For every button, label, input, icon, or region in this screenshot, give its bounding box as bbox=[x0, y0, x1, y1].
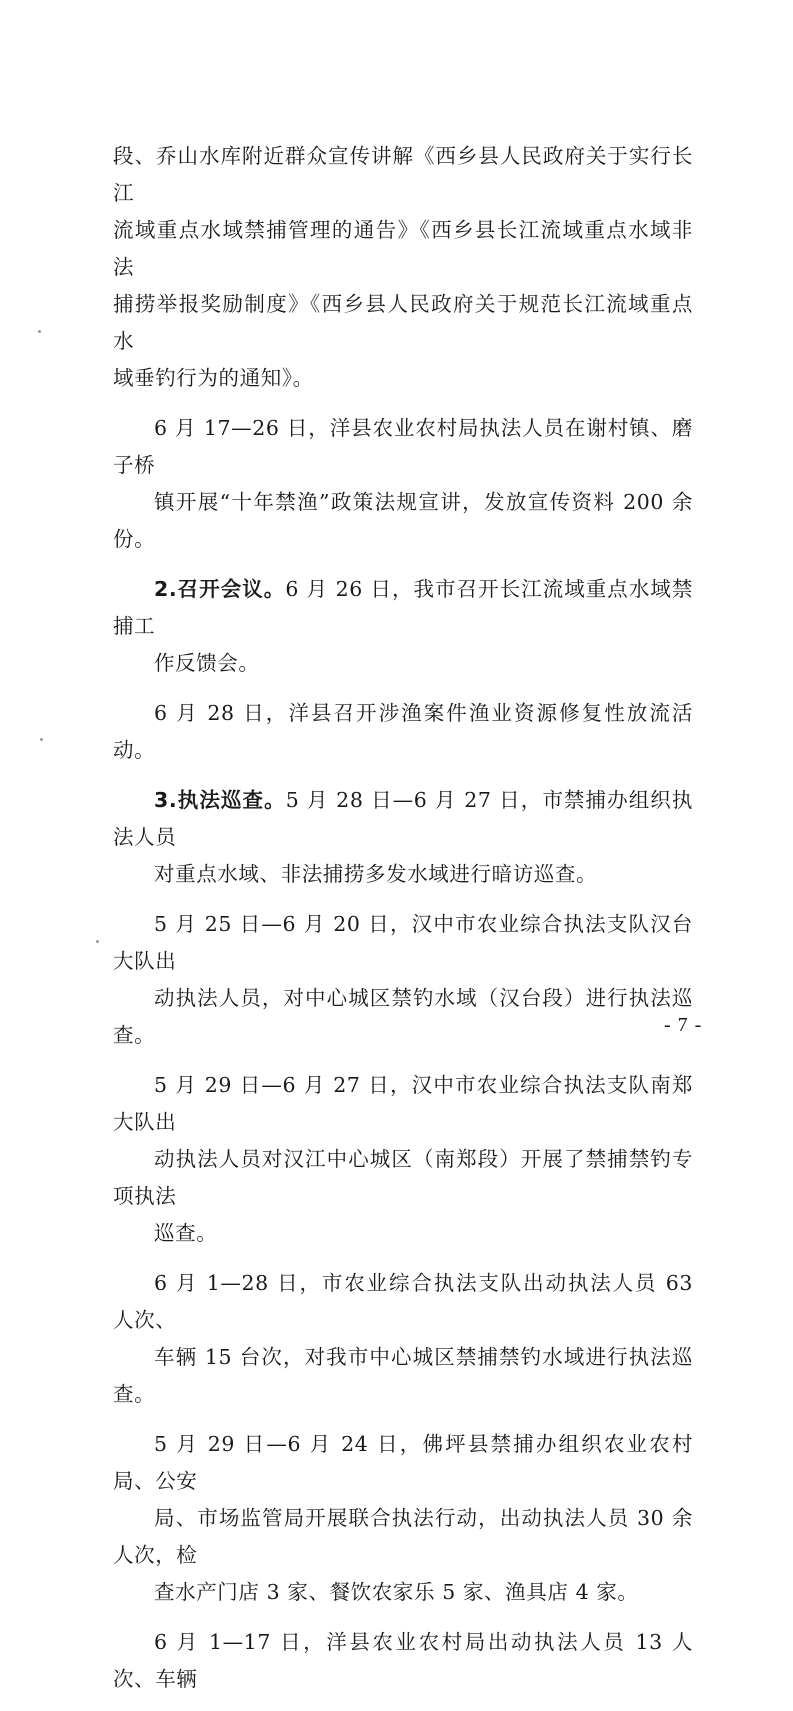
scan-speck bbox=[96, 940, 99, 943]
text-line: 局、市场监管局开展联合执法行动，出动执法人员 30 余人次，检 bbox=[113, 1506, 693, 1567]
text-line: 巡查。 bbox=[154, 1221, 218, 1245]
scan-speck bbox=[38, 330, 41, 333]
paragraph-publicity-xixiang bbox=[113, 138, 693, 397]
text-line: 镇开展“十年禁渔”政策法规宣讲，发放宣传资料 200 余份。 bbox=[113, 490, 693, 551]
text-line: 车辆 15 台次，对我市中心城区禁捕禁钓水域进行执法巡查。 bbox=[113, 1345, 693, 1406]
paragraph-foping-joint-action bbox=[113, 1426, 693, 1611]
text-line: 5 月 25 日—6 月 20 日，汉中市农业综合执法支队汉台大队出 bbox=[113, 912, 693, 973]
text-line: 6 月 1—28 日，市农业综合执法支队出动执法人员 63 人次、 bbox=[113, 1271, 693, 1332]
text-run: 6 月 26 日，我市召开长江流域重点水域禁捕工 bbox=[113, 577, 693, 638]
paragraph-nanzheng-brigade bbox=[113, 1067, 693, 1252]
paragraph-release-activity bbox=[113, 695, 693, 769]
text-line: 5 月 29 日—6 月 24 日，佛坪县禁捕办组织农业农村局、公安 bbox=[113, 1432, 693, 1493]
text-line: 对重点水域、非法捕捞多发水域进行暗访巡查。 bbox=[154, 862, 598, 886]
text-line: 6 月 1—17 日，洋县农业农村局出动执法人员 13 人次、车辆 bbox=[113, 1630, 693, 1691]
paragraph-yangxian-inspection bbox=[113, 1624, 693, 1698]
text-line: 6 月 28 日，洋县召开涉渔案件渔业资源修复性放流活动。 bbox=[113, 701, 693, 762]
text-line: 域垂钓行为的通知》。 bbox=[113, 366, 314, 390]
text-line: 5 月 29 日—6 月 27 日，汉中市农业综合执法支队南郑大队出 bbox=[113, 1073, 693, 1134]
text-line: 流域重点水域禁捕管理的通告》《西乡县长江流域重点水域非法 bbox=[113, 218, 693, 279]
text-line: 动执法人员对汉江中心城区（南郑段）开展了禁捕禁钓专项执法 bbox=[113, 1147, 693, 1208]
text-line: 作反馈会。 bbox=[154, 651, 260, 675]
paragraph-city-detachment bbox=[113, 1265, 693, 1413]
text-run: 5 月 28 日—6 月 27 日，市禁捕办组织执法人员 bbox=[113, 788, 693, 849]
text-line: 捕捞举报奖励制度》《西乡县人民政府关于规范长江流域重点水 bbox=[113, 292, 693, 353]
page-number: - 7 - bbox=[664, 1014, 703, 1036]
text-line bbox=[113, 782, 693, 856]
paragraph-yangxian-publicity bbox=[113, 410, 693, 558]
text-line bbox=[113, 571, 693, 645]
scan-speck bbox=[40, 738, 43, 741]
text-line: 查水产门店 3 家、餐饮农家乐 5 家、渔具店 4 家。 bbox=[154, 1580, 639, 1604]
section-heading: 3.执法巡查。 bbox=[154, 788, 286, 812]
text-line: 6 月 17—26 日，洋县农业农村局执法人员在谢村镇、磨子桥 bbox=[113, 416, 693, 477]
paragraph-hantai-brigade bbox=[113, 906, 693, 1054]
paragraph-meeting bbox=[113, 571, 693, 682]
text-line: 动执法人员，对中心城区禁钓水域（汉台段）进行执法巡查。 bbox=[113, 986, 693, 1047]
document-body bbox=[113, 138, 693, 1711]
section-heading: 2.召开会议。 bbox=[154, 577, 286, 601]
text-line: 段、乔山水库附近群众宣传讲解《西乡县人民政府关于实行长江 bbox=[113, 144, 693, 205]
paragraph-inspection bbox=[113, 782, 693, 893]
